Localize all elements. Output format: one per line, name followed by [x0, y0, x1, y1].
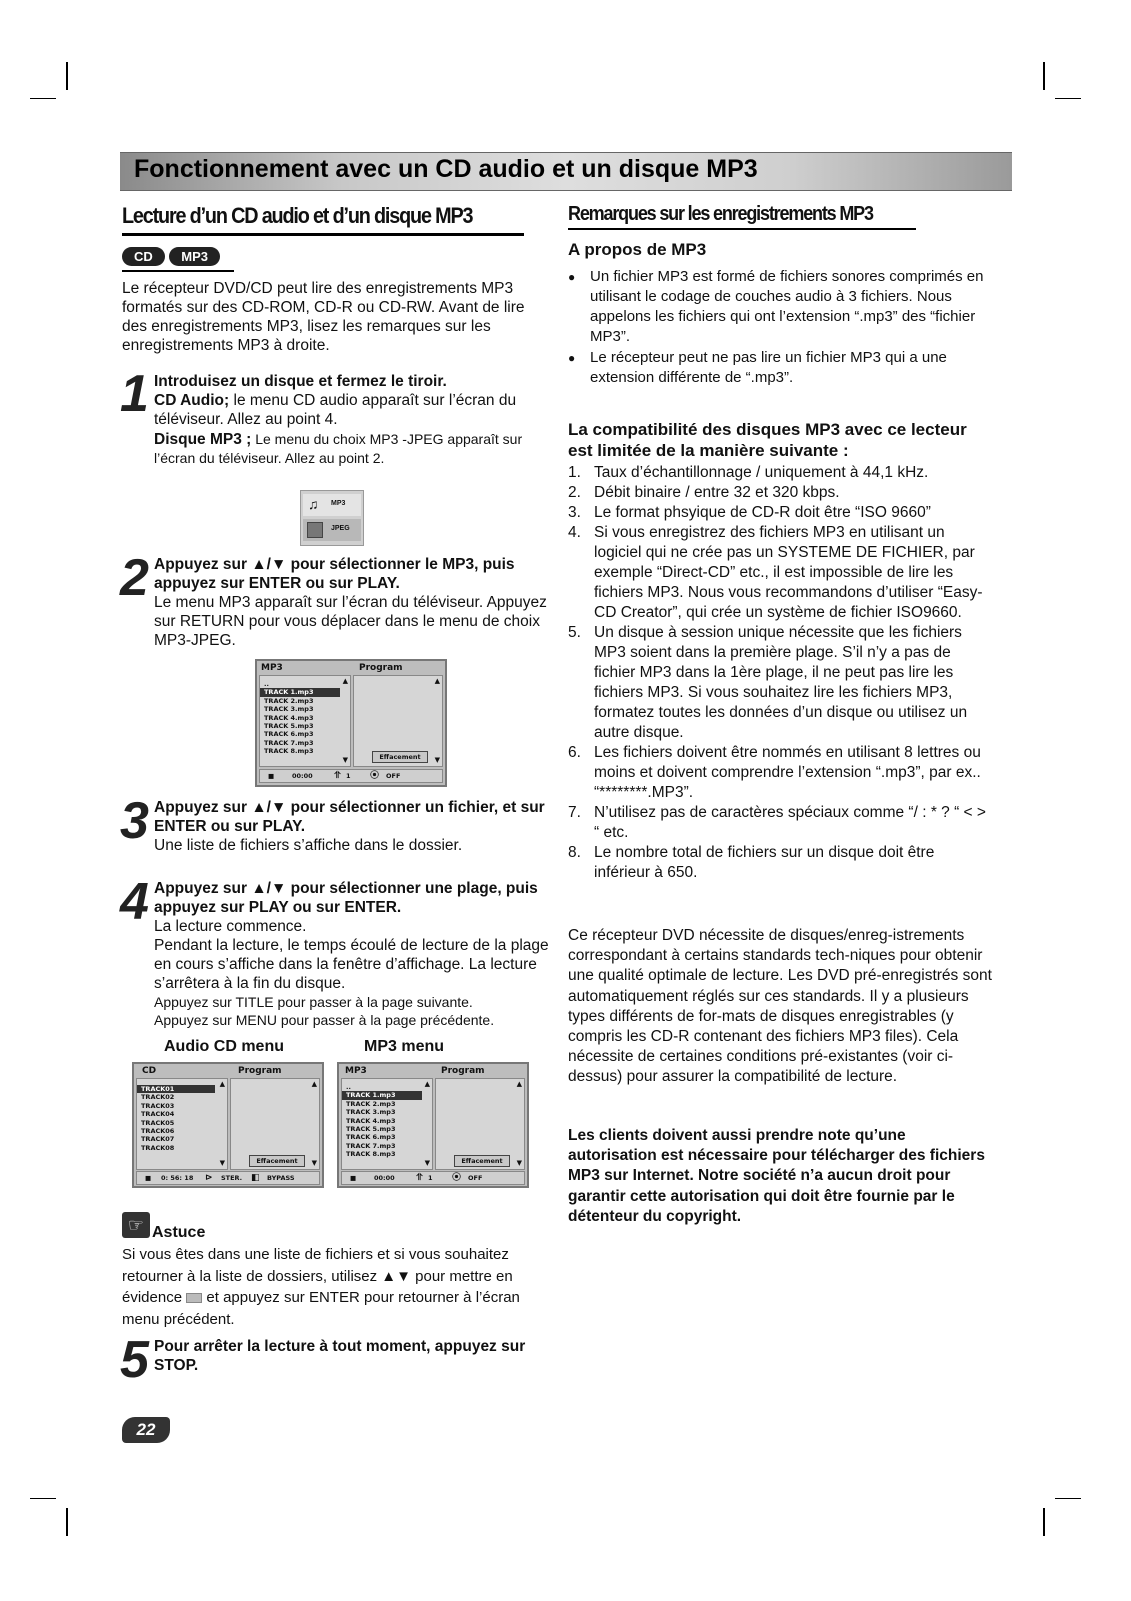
- clear-button[interactable]: Effacement: [249, 1155, 305, 1167]
- list-item: [568, 843, 992, 883]
- step-4-text-3: Appuyez sur TITLE pour passer à la page suivante.: [154, 994, 473, 1010]
- mp3-menu-caption: MP3 menu: [364, 1038, 445, 1055]
- list-number: 3.: [568, 504, 581, 521]
- track-row[interactable]: TRACK05: [141, 1118, 175, 1127]
- compat-list: [568, 463, 992, 883]
- tip-text-b: et appuyez sur ENTER pour retourner à l’écran menu précédent.: [122, 1289, 520, 1328]
- page-title-bar: [120, 152, 1012, 191]
- step-1-title: Introduisez un disque et fermez le tiroir.: [154, 373, 447, 390]
- music-note-icon: ♫: [308, 496, 319, 512]
- list-item: [568, 743, 992, 803]
- elapsed-time: 00:00: [292, 772, 313, 780]
- picture-icon: [307, 522, 323, 538]
- crop-mark: [1043, 1508, 1045, 1536]
- tip-text: [122, 1244, 547, 1330]
- stop-icon: ■: [145, 1174, 152, 1182]
- list-text: Le format phsyique de CD-R doit être “ISO 9660”: [594, 504, 931, 521]
- track-row[interactable]: TRACK 2.mp3: [264, 696, 314, 705]
- track-row[interactable]: TRACK 5.mp3: [346, 1125, 396, 1134]
- page-title: Fonctionnement avec un CD audio et un disque MP3: [134, 155, 758, 183]
- about-mp3-title: A propos de MP3: [568, 240, 707, 259]
- list-number: 1.: [568, 464, 581, 481]
- scroll-down-icon[interactable]: ▼: [311, 1159, 317, 1167]
- file-list-pane: [341, 1078, 433, 1170]
- track-list-pane: [136, 1078, 228, 1170]
- track-row[interactable]: TRACK 4.mp3: [346, 1116, 396, 1125]
- track-row[interactable]: TRACK 7.mp3: [346, 1141, 396, 1150]
- tip-icon: ☞: [122, 1212, 150, 1238]
- crop-mark: [30, 98, 56, 99]
- scroll-up-icon[interactable]: ▲: [516, 1080, 522, 1088]
- disque-mp3-text: Le menu du choix MP3 -JPEG apparaît sur l’écran du téléviseur. Allez au point 2.: [154, 431, 523, 466]
- step-5-number: 5: [120, 1331, 149, 1389]
- audio-cd-menu-screen: [132, 1062, 324, 1188]
- crop-mark: [66, 62, 68, 90]
- repeat-icon: ⥣: [334, 771, 341, 781]
- scroll-down-icon[interactable]: ▼: [434, 756, 440, 764]
- track-row[interactable]: TRACK 8.mp3: [346, 1150, 396, 1159]
- track-row[interactable]: TRACK08: [141, 1143, 175, 1152]
- parent-folder[interactable]: ..: [264, 680, 269, 688]
- track-row[interactable]: TRACK04: [141, 1110, 175, 1119]
- compat-title: La compatibilité des disques MP3 avec ce lecteur est limitée de la manière suivante :: [568, 420, 967, 460]
- scroll-down-icon[interactable]: ▼: [516, 1159, 522, 1167]
- track-row[interactable]: TRACK02: [141, 1093, 175, 1102]
- cd-badge: CD: [122, 247, 165, 266]
- scroll-down-icon[interactable]: ▼: [424, 1159, 430, 1167]
- stop-icon: ■: [350, 1174, 357, 1182]
- left-heading-rule: [122, 233, 524, 236]
- elapsed-time: 00:00: [374, 1174, 395, 1182]
- track-row[interactable]: TRACK01: [137, 1085, 215, 1093]
- disc-badges: [122, 247, 220, 266]
- scroll-down-icon[interactable]: ▼: [219, 1159, 225, 1167]
- step-2-text: Le menu MP3 apparaît sur l’écran du téléviseur. Appuyez sur RETURN pour vous déplacer dans le menu de choix MP3-JPEG.: [154, 594, 547, 649]
- badge-rule: [122, 270, 234, 272]
- step-4: [154, 879, 549, 1029]
- list-item: [568, 483, 992, 503]
- list-item: [568, 503, 992, 523]
- track-row[interactable]: TRACK 6.mp3: [346, 1133, 396, 1142]
- scroll-up-icon[interactable]: ▲: [434, 677, 440, 685]
- list-number: 6.: [568, 744, 581, 761]
- sound-value: OFF: [468, 1174, 483, 1182]
- standards-paragraph: Ce récepteur DVD nécessite de disques/enreg-istrements correspondant à certains standards tech-niques pour obtenir une qualité optimale de lecture. Les DVD pré-enregistrés sont automatiquement réglés sur ces standards. Il y a plusieurs types différents de for-mats de disques enregistrables (y compris les CD-R contenant des fichiers MP3 files). Cela nécessite de certaines conditions pré-existantes (voir ci-dessus) pour assurer la compatibilité de lecture.: [568, 927, 992, 1086]
- track-row[interactable]: TRACK06: [141, 1127, 175, 1136]
- list-number: 4.: [568, 524, 581, 541]
- audio-cd-menu-caption: Audio CD menu: [164, 1038, 284, 1055]
- left-heading: Lecture d’un CD audio et d’un disque MP3: [122, 203, 473, 228]
- list-text: Les fichiers doivent être nommés en utilisant 8 lettres ou moins et doivent comprendre l’extension “.mp3”, par ex.. “********.MP3”.: [594, 744, 981, 801]
- list-text: Si vous enregistrez des fichiers MP3 en utilisant un logiciel qui ne crée pas un SYSTEME DE FICHIER, par exemple “Direct-CD” etc., il est impossible de lire les fichiers MP3. Nous vous recommandons d’utiliser “Easy-CD Creator”, qui crée un système de fichier ISO9660.: [594, 524, 983, 621]
- list-item: [568, 803, 992, 843]
- tip-text-a: Si vous êtes dans une liste de fichiers et si vous souhaitez retourner à la liste de dossiers, utilisez ▲▼ pour mettre en évidence: [122, 1246, 513, 1306]
- list-text: Un disque à session unique nécessite que les fichiers MP3 soient dans la première plage. S’il n’y a pas de fichier MP3 dans la 1ère plage, il ne peut pas lire les fichiers MP3. Si vous souhaitez lire les fichiers MP3, formatez toutes les données d’un disque ou utilisez un autre disque.: [594, 624, 968, 741]
- crop-mark: [1043, 62, 1045, 90]
- list-number: 5.: [568, 624, 581, 641]
- scroll-up-icon[interactable]: ▲: [219, 1080, 225, 1088]
- step-4-number: 4: [120, 873, 149, 931]
- track-row[interactable]: TRACK 4.mp3: [264, 713, 314, 722]
- sound-icon: ⦿: [452, 1173, 462, 1183]
- right-heading: Remarques sur les enregistrements MP3: [568, 203, 873, 225]
- status-bar: [341, 1171, 525, 1185]
- list-item: ● Le récepteur peut ne pas lire un fichier MP3 qui a une extension différente de “.mp3”.: [568, 348, 990, 388]
- list-number: 7.: [568, 804, 581, 821]
- mp3-screen-header: MP3: [261, 663, 283, 673]
- track-row[interactable]: TRACK 1.mp3: [260, 688, 340, 696]
- mp3-badge: MP3: [169, 247, 220, 266]
- parent-folder[interactable]: ..: [346, 1083, 351, 1091]
- cd-screen-header: CD: [142, 1066, 157, 1076]
- jpeg-option[interactable]: [303, 519, 361, 541]
- mp3-option[interactable]: [303, 494, 361, 516]
- track-row[interactable]: TRACK 1.mp3: [342, 1091, 422, 1099]
- tip-title: Astuce: [152, 1224, 206, 1241]
- channel-icon: ⊳: [205, 1173, 213, 1183]
- repeat-value: 1: [428, 1174, 433, 1182]
- list-text: Débit binaire / entre 32 et 320 kbps.: [594, 484, 840, 501]
- track-row[interactable]: TRACK03: [141, 1101, 175, 1110]
- list-text: N’utilisez pas de caractères spéciaux comme “/ : * ? “ < > “ etc.: [594, 804, 986, 841]
- program-header: Program: [238, 1066, 282, 1076]
- track-row[interactable]: TRACK 3.mp3: [264, 705, 314, 714]
- sound-icon: ⦿: [370, 771, 380, 781]
- disque-mp3-label: Disque MP3 ;: [154, 431, 252, 448]
- crop-mark: [1055, 98, 1081, 99]
- scroll-up-icon[interactable]: ▲: [311, 1080, 317, 1088]
- folder-up-icon: [186, 1293, 202, 1303]
- program-pane: [353, 675, 443, 767]
- step-5-title: Pour arrêter la lecture à tout moment, appuyez sur STOP.: [154, 1338, 526, 1374]
- clear-button[interactable]: Effacement: [372, 751, 428, 763]
- step-3-title: Appuyez sur ▲/▼ pour sélectionner un fichier, et sur ENTER ou sur PLAY.: [154, 799, 545, 835]
- step-3-text: Une liste de fichiers s’affiche dans le dossier.: [154, 837, 463, 854]
- step-2-number: 2: [120, 549, 149, 607]
- right-heading-rule: [568, 228, 916, 230]
- list-number: 8.: [568, 844, 581, 861]
- list-text: Le nombre total de fichiers sur un disque doit être inférieur à 650.: [594, 844, 935, 881]
- program-pane: [230, 1078, 320, 1170]
- list-number: 2.: [568, 484, 581, 501]
- scroll-down-icon[interactable]: ▼: [342, 756, 348, 764]
- about-mp3-list: [568, 267, 990, 389]
- program-header: Program: [441, 1066, 485, 1076]
- scroll-up-icon[interactable]: ▲: [342, 677, 348, 685]
- stop-icon: ■: [268, 772, 275, 780]
- crop-mark: [30, 1498, 56, 1499]
- list-item: ● Un fichier MP3 est formé de fichiers sonores comprimés en utilisant le codage de couches audio à 3 fichiers. Nous appelons les fichiers qui ont l’extension “.mp3” des “fichier MP3”.: [568, 267, 990, 347]
- list-item: [568, 463, 992, 483]
- page-number: 22: [122, 1417, 170, 1443]
- mp3-menu-screen-small: [337, 1062, 529, 1188]
- crop-mark: [1055, 1498, 1081, 1499]
- step-3-number: 3: [120, 792, 149, 850]
- mp3-jpeg-selector: [300, 490, 364, 546]
- channel-value: STER.: [221, 1174, 243, 1182]
- step-1-number: 1: [120, 365, 149, 423]
- step-2: [154, 555, 549, 650]
- mp3-screen-header: MP3: [345, 1066, 367, 1076]
- list-item: [568, 523, 992, 623]
- program-pane: [435, 1078, 525, 1170]
- sound-value: OFF: [386, 772, 401, 780]
- track-row[interactable]: TRACK 5.mp3: [264, 722, 314, 731]
- program-header: Program: [359, 663, 403, 673]
- mp3-menu-screen: [255, 659, 447, 787]
- elapsed-time: 0: 56: 18: [161, 1174, 194, 1182]
- track-row[interactable]: TRACK 6.mp3: [264, 730, 314, 739]
- list-item: [568, 623, 992, 743]
- step-4-title: Appuyez sur ▲/▼ pour sélectionner une plage, puis appuyez sur PLAY ou sur ENTER.: [154, 880, 538, 916]
- step-2-title: Appuyez sur ▲/▼ pour sélectionner le MP3, puis appuyez sur ENTER ou sur PLAY.: [154, 556, 515, 592]
- jpeg-option-label: JPEG: [331, 525, 350, 532]
- step-4-text-2: Pendant la lecture, le temps écoulé de lecture de la plage en cours s’affiche dans la fenêtre d’affichage. La lecture s’arrêtera à la fin du disque.: [154, 937, 549, 992]
- file-list-pane: [259, 675, 351, 767]
- cd-audio-label: CD Audio;: [154, 392, 230, 409]
- clear-button[interactable]: Effacement: [454, 1155, 510, 1167]
- repeat-icon: ⥣: [416, 1173, 423, 1183]
- list-text: Taux d’échantillonnage / uniquement à 44,1 kHz.: [594, 464, 929, 481]
- speaker-icon: ◧: [251, 1173, 260, 1183]
- status-bar: [259, 769, 443, 783]
- track-row[interactable]: TRACK 3.mp3: [346, 1108, 396, 1117]
- intro-paragraph: Le récepteur DVD/CD peut lire des enregistrements MP3 formatés sur des CD-ROM, CD-R ou CD-RW. Avant de lire des enregistrements MP3, lisez les remarques sur les enregistrements MP3 à droite.: [122, 280, 525, 354]
- sound-value: BYPASS: [267, 1174, 295, 1182]
- status-bar: [136, 1171, 320, 1185]
- repeat-value: 1: [346, 772, 351, 780]
- track-row[interactable]: TRACK 8.mp3: [264, 747, 314, 756]
- step-4-text-1: La lecture commence.: [154, 918, 307, 935]
- step-3: [154, 798, 549, 855]
- crop-mark: [66, 1508, 68, 1536]
- track-row[interactable]: TRACK07: [141, 1135, 175, 1144]
- mp3-option-label: MP3: [331, 500, 346, 507]
- track-row[interactable]: TRACK 2.mp3: [346, 1099, 396, 1108]
- copyright-paragraph: Les clients doivent aussi prendre note qu’une autorisation est nécessaire pour télécharger des fichiers MP3 sur Internet. Notre société n’a aucun droit pour garantir cette autorisation qui doit être fournie par le détenteur du copyright.: [568, 1127, 985, 1225]
- cd-audio-text: le menu CD audio apparaît sur l’écran du téléviseur. Allez au point 4.: [154, 392, 517, 428]
- track-row[interactable]: TRACK 7.mp3: [264, 738, 314, 747]
- step-1: [154, 372, 549, 467]
- scroll-up-icon[interactable]: ▲: [424, 1080, 430, 1088]
- step-4-text-4: Appuyez sur MENU pour passer à la page précédente.: [154, 1012, 495, 1028]
